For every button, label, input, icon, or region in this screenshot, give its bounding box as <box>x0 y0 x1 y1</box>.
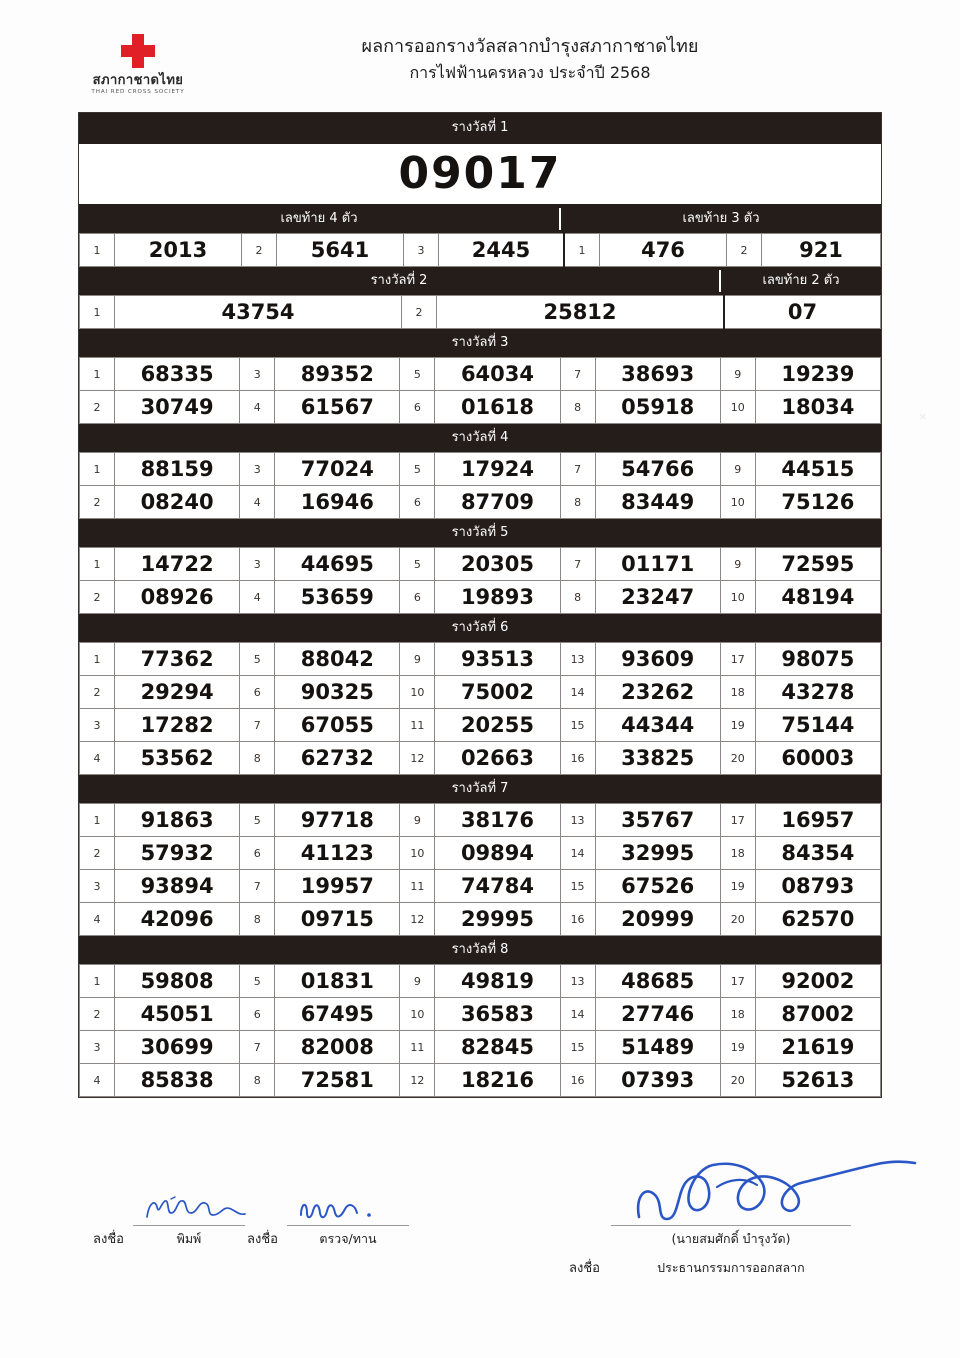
title-line-2: การไฟฟ้านครหลวง ประจำปี 2568 <box>409 63 651 82</box>
prize6-band: รางวัลที่ 6 <box>79 614 881 642</box>
row-index: 2 <box>80 486 115 519</box>
prize-value: 35767 <box>595 804 720 837</box>
prize-value: 57932 <box>115 837 240 870</box>
prize-value: 17924 <box>435 453 560 486</box>
prize-value: 20255 <box>435 709 560 742</box>
logo-thai-text: สภากาชาดไทย <box>92 73 184 88</box>
prize-value: 84354 <box>755 837 880 870</box>
prize-value: 20999 <box>595 903 720 936</box>
row-index: 5 <box>400 548 435 581</box>
prize-value: 62732 <box>275 742 400 775</box>
red-cross-icon <box>76 32 200 74</box>
prize-value: 59808 <box>115 965 240 998</box>
row-index: 2 <box>80 391 115 424</box>
prize-value: 20305 <box>435 548 560 581</box>
prize-value: 62570 <box>755 903 880 936</box>
prize-value: 61567 <box>275 391 400 424</box>
row-index: 13 <box>560 804 595 837</box>
row-index: 11 <box>400 1031 435 1064</box>
prize4-band: รางวัลที่ 4 <box>79 424 881 452</box>
prize-value: 64034 <box>435 358 560 391</box>
prize-value: 29995 <box>435 903 560 936</box>
row-index: 6 <box>240 998 275 1031</box>
prize-value: 82008 <box>275 1031 400 1064</box>
prize-value: 19239 <box>755 358 880 391</box>
signature-line-2 <box>287 1199 409 1226</box>
row-index: 15 <box>560 870 595 903</box>
prize4-table <box>79 452 881 519</box>
row-index: 6 <box>240 837 275 870</box>
row-index: 3 <box>240 358 275 391</box>
row-index: 10 <box>400 837 435 870</box>
prize-value: 75126 <box>755 486 880 519</box>
row-index: 1 <box>80 358 115 391</box>
prize-value: 38176 <box>435 804 560 837</box>
prize5-table <box>79 547 881 614</box>
prize-value: 30749 <box>115 391 240 424</box>
prize-value: 91863 <box>115 804 240 837</box>
row-index: 15 <box>560 1031 595 1064</box>
row-index: 5 <box>240 965 275 998</box>
prize-value: 87002 <box>755 998 880 1031</box>
prize2-band <box>79 267 881 295</box>
row-index: 11 <box>400 709 435 742</box>
row-index: 5 <box>400 453 435 486</box>
signature-caption-1: พิมพ์ <box>176 1231 202 1246</box>
row-index: 3 <box>240 548 275 581</box>
prize-value: 72581 <box>275 1064 400 1097</box>
row-index: 3 <box>80 709 115 742</box>
prize-value: 16946 <box>275 486 400 519</box>
prize1-suffix-table <box>79 233 881 267</box>
row-index: 10 <box>400 676 435 709</box>
row-index: 10 <box>400 998 435 1031</box>
row-index: 4 <box>80 903 115 936</box>
row-index: 14 <box>560 998 595 1031</box>
prize-value: 36583 <box>435 998 560 1031</box>
row-index: 2 <box>80 837 115 870</box>
prize-value: 2445 <box>439 234 565 267</box>
row-index: 5 <box>240 804 275 837</box>
prize3-table <box>79 357 881 424</box>
prize-value: 08240 <box>115 486 240 519</box>
row-index: 1 <box>80 804 115 837</box>
prize-value: 09894 <box>435 837 560 870</box>
row-index: 19 <box>720 709 755 742</box>
table-row <box>80 486 881 519</box>
table-row <box>80 296 881 329</box>
prize-value: 83449 <box>595 486 720 519</box>
row-index: 14 <box>560 837 595 870</box>
row-index: 7 <box>240 709 275 742</box>
table-row <box>80 391 881 424</box>
signature-caption-2: ตรวจ/ทาน <box>319 1231 377 1246</box>
prize-value: 49819 <box>435 965 560 998</box>
prize-value: 53659 <box>275 581 400 614</box>
prize-value: 77024 <box>275 453 400 486</box>
prize-value: 32995 <box>595 837 720 870</box>
last2-label: เลขท้าย 2 ตัว <box>762 273 840 288</box>
prize-value: 98075 <box>755 643 880 676</box>
prize-value: 75144 <box>755 709 880 742</box>
prize-value: 21619 <box>755 1031 880 1064</box>
row-index: 8 <box>560 486 595 519</box>
prize-value: 48685 <box>595 965 720 998</box>
prize-value: 08926 <box>115 581 240 614</box>
row-index: 4 <box>80 742 115 775</box>
prize-value: 41123 <box>275 837 400 870</box>
prize-value: 19893 <box>435 581 560 614</box>
table-row <box>80 709 881 742</box>
chairman-name: (นายสมศักดิ์ บำรุงวัด) <box>671 1231 791 1246</box>
prize8-band: รางวัลที่ 8 <box>79 936 881 964</box>
row-index: 13 <box>560 643 595 676</box>
row-index: 13 <box>560 965 595 998</box>
row-index: 3 <box>80 870 115 903</box>
row-index: 1 <box>564 234 600 267</box>
row-index: 7 <box>560 548 595 581</box>
prize-value: 45051 <box>115 998 240 1031</box>
prize-value: 48194 <box>755 581 880 614</box>
prize-value: 42096 <box>115 903 240 936</box>
prize-value: 88159 <box>115 453 240 486</box>
row-index: 7 <box>240 1031 275 1064</box>
prize-value: 23262 <box>595 676 720 709</box>
prize-value: 44344 <box>595 709 720 742</box>
prize1-suffix-band <box>79 205 881 233</box>
prize-value: 09715 <box>275 903 400 936</box>
row-index: 4 <box>80 1064 115 1097</box>
prize-value: 89352 <box>275 358 400 391</box>
prize-value: 18216 <box>435 1064 560 1097</box>
row-index: 9 <box>400 804 435 837</box>
prize-value: 14722 <box>115 548 240 581</box>
table-row <box>80 676 881 709</box>
prize5-band: รางวัลที่ 5 <box>79 519 881 547</box>
row-index: 1 <box>80 234 115 267</box>
prize1-band: รางวัลที่ 1 <box>79 113 881 143</box>
row-index: 2 <box>727 234 762 267</box>
last2-value: 07 <box>724 296 881 329</box>
prize-value: 74784 <box>435 870 560 903</box>
title-line-1: ผลการออกรางวัลสลากบำรุงสภากาชาดไทย <box>361 36 699 57</box>
table-row <box>80 804 881 837</box>
table-row <box>80 1031 881 1064</box>
row-index: 5 <box>240 643 275 676</box>
row-index: 2 <box>80 676 115 709</box>
row-index: 11 <box>400 870 435 903</box>
row-index: 8 <box>560 391 595 424</box>
row-index: 8 <box>560 581 595 614</box>
row-index: 20 <box>720 742 755 775</box>
prize-value: 51489 <box>595 1031 720 1064</box>
table-row <box>80 581 881 614</box>
row-index: 5 <box>400 358 435 391</box>
prize-value: 97718 <box>275 804 400 837</box>
row-index: 10 <box>720 581 755 614</box>
table-row <box>80 742 881 775</box>
signature-block-printer <box>92 1198 246 1250</box>
sign-label-2: ลงชื่อ <box>247 1232 278 1247</box>
prize3-band: รางวัลที่ 3 <box>79 329 881 357</box>
prize2-label: รางวัลที่ 2 <box>370 273 428 288</box>
prize-value: 52613 <box>755 1064 880 1097</box>
row-index: 16 <box>560 1064 595 1097</box>
table-row <box>80 643 881 676</box>
row-index: 1 <box>80 296 115 329</box>
row-index: 18 <box>720 676 755 709</box>
prize1-number: 09017 <box>79 143 881 205</box>
signature-line-1 <box>133 1199 245 1226</box>
prize-value: 53562 <box>115 742 240 775</box>
prize-value: 87709 <box>435 486 560 519</box>
row-index: 7 <box>560 358 595 391</box>
prize-value: 67055 <box>275 709 400 742</box>
prize-value: 93513 <box>435 643 560 676</box>
row-index: 18 <box>720 837 755 870</box>
row-index: 9 <box>720 358 755 391</box>
signature-area <box>78 1182 888 1302</box>
prize-value: 08793 <box>755 870 880 903</box>
row-index: 8 <box>240 742 275 775</box>
row-index: 4 <box>240 486 275 519</box>
sign-label-1: ลงชื่อ <box>93 1232 124 1247</box>
last4-label: เลขท้าย 4 ตัว <box>280 211 358 226</box>
prize-value: 33825 <box>595 742 720 775</box>
row-index: 8 <box>240 1064 275 1097</box>
prize-value: 17282 <box>115 709 240 742</box>
table-row <box>80 1064 881 1097</box>
prize2-table <box>79 295 881 329</box>
prize-value: 77362 <box>115 643 240 676</box>
table-row <box>80 234 881 267</box>
row-index: 9 <box>400 965 435 998</box>
prize-value: 85838 <box>115 1064 240 1097</box>
table-row <box>80 358 881 391</box>
prize-value: 60003 <box>755 742 880 775</box>
prize-value: 18034 <box>755 391 880 424</box>
row-index: 6 <box>400 391 435 424</box>
row-index: 20 <box>720 1064 755 1097</box>
row-index: 2 <box>402 296 437 329</box>
prize-value: 30699 <box>115 1031 240 1064</box>
lottery-results-table <box>78 112 882 1098</box>
row-index: 1 <box>80 643 115 676</box>
row-index: 7 <box>240 870 275 903</box>
chairman-role: ประธานกรรมการออกสลาก <box>657 1260 805 1275</box>
row-index: 2 <box>242 234 277 267</box>
row-index: 2 <box>80 581 115 614</box>
prize-value: 75002 <box>435 676 560 709</box>
prize-value: 54766 <box>595 453 720 486</box>
prize-value: 92002 <box>755 965 880 998</box>
table-row <box>80 837 881 870</box>
row-index: 9 <box>720 453 755 486</box>
prize-value: 921 <box>762 234 881 267</box>
row-index: 17 <box>720 643 755 676</box>
prize-value: 01831 <box>275 965 400 998</box>
prize-value: 93894 <box>115 870 240 903</box>
table-row <box>80 998 881 1031</box>
row-index: 15 <box>560 709 595 742</box>
row-index: 3 <box>240 453 275 486</box>
row-index: 20 <box>720 903 755 936</box>
row-index: 1 <box>80 965 115 998</box>
prize-value: 38693 <box>595 358 720 391</box>
prize-value: 5641 <box>277 234 404 267</box>
scan-artifact: × <box>918 410 928 423</box>
row-index: 4 <box>240 391 275 424</box>
prize-value: 44695 <box>275 548 400 581</box>
row-index: 12 <box>400 742 435 775</box>
row-index: 6 <box>240 676 275 709</box>
signature-block-chairman <box>568 1198 852 1279</box>
row-index: 6 <box>400 581 435 614</box>
prize8-table <box>79 964 881 1097</box>
row-index: 3 <box>80 1031 115 1064</box>
last3-label: เลขท้าย 3 ตัว <box>682 211 760 226</box>
row-index: 12 <box>400 903 435 936</box>
table-row <box>80 965 881 998</box>
prize-value: 23247 <box>595 581 720 614</box>
row-index: 8 <box>240 903 275 936</box>
row-index: 6 <box>400 486 435 519</box>
prize-value: 01171 <box>595 548 720 581</box>
prize-value: 68335 <box>115 358 240 391</box>
table-row <box>80 453 881 486</box>
prize-value: 16957 <box>755 804 880 837</box>
prize7-band: รางวัลที่ 7 <box>79 775 881 803</box>
prize-value: 29294 <box>115 676 240 709</box>
logo-english-text: THAI RED CROSS SOCIETY <box>91 89 185 95</box>
table-row <box>80 870 881 903</box>
row-index: 10 <box>720 486 755 519</box>
row-index: 7 <box>560 453 595 486</box>
row-index: 14 <box>560 676 595 709</box>
row-index: 9 <box>720 548 755 581</box>
row-index: 9 <box>400 643 435 676</box>
thai-red-cross-logo <box>76 32 200 95</box>
row-index: 4 <box>240 581 275 614</box>
prize-value: 93609 <box>595 643 720 676</box>
row-index: 10 <box>720 391 755 424</box>
row-index: 1 <box>80 453 115 486</box>
prize-value: 476 <box>600 234 727 267</box>
row-index: 3 <box>404 234 439 267</box>
prize6-table <box>79 642 881 775</box>
prize-value: 43278 <box>755 676 880 709</box>
prize-value: 82845 <box>435 1031 560 1064</box>
prize-value: 44515 <box>755 453 880 486</box>
row-index: 17 <box>720 804 755 837</box>
table-row <box>80 548 881 581</box>
row-index: 17 <box>720 965 755 998</box>
handwritten-signature-2 <box>295 1195 417 1223</box>
prize7-table <box>79 803 881 936</box>
row-index: 16 <box>560 742 595 775</box>
prize-value: 88042 <box>275 643 400 676</box>
document-title <box>210 34 850 86</box>
prize-value: 25812 <box>437 296 725 329</box>
prize-value: 43754 <box>115 296 402 329</box>
row-index: 16 <box>560 903 595 936</box>
table-row <box>80 903 881 936</box>
row-index: 18 <box>720 998 755 1031</box>
row-index: 12 <box>400 1064 435 1097</box>
signature-block-checker <box>246 1198 410 1250</box>
document-header <box>0 26 960 106</box>
prize-value: 90325 <box>275 676 400 709</box>
prize-value: 07393 <box>595 1064 720 1097</box>
prize-value: 67495 <box>275 998 400 1031</box>
prize-value: 02663 <box>435 742 560 775</box>
prize-value: 19957 <box>275 870 400 903</box>
signature-line-3 <box>611 1199 851 1226</box>
prize-value: 72595 <box>755 548 880 581</box>
handwritten-signature-chairman <box>621 1157 921 1227</box>
prize-value: 01618 <box>435 391 560 424</box>
prize-value: 67526 <box>595 870 720 903</box>
prize-value: 27746 <box>595 998 720 1031</box>
prize-value: 2013 <box>115 234 242 267</box>
handwritten-signature-1 <box>141 1193 253 1223</box>
row-index: 19 <box>720 1031 755 1064</box>
row-index: 19 <box>720 870 755 903</box>
prize-value: 05918 <box>595 391 720 424</box>
sign-label-3: ลงชื่อ <box>569 1261 600 1276</box>
row-index: 1 <box>80 548 115 581</box>
row-index: 2 <box>80 998 115 1031</box>
